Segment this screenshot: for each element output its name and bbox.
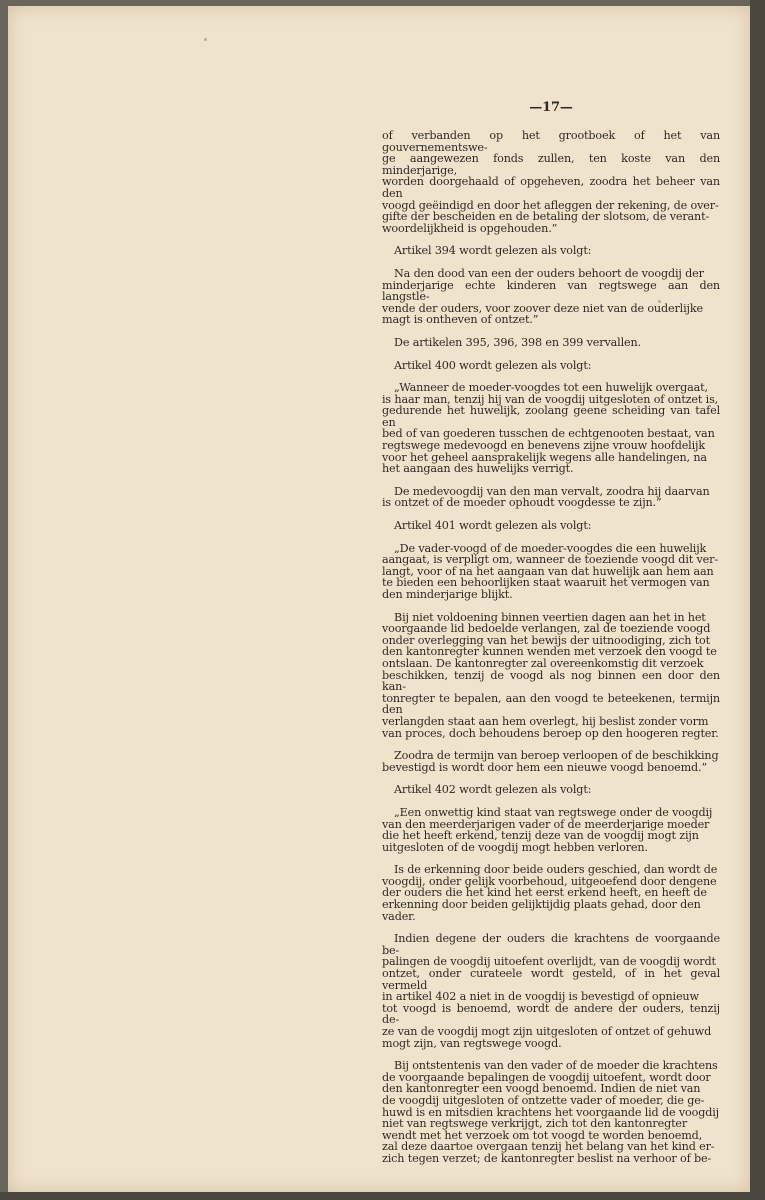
paragraph: Zoodra de termijn van beroep verloopen of de beschikking bevestigd is wordt door hem een nieuwe voogd benoemd.” — [382, 749, 719, 774]
article-heading: De artikelen 395, 396, 398 en 399 vervallen. — [394, 335, 641, 349]
text-column — [382, 100, 720, 1176]
paragraph: Na den dood van een der ouders behoort de voogdij der minderjarige echte kinderen van regtswege aan den langstle- vende der ouders, voor zoover deze niet van de ouderlijke magt is ontheven of ontzet.” — [382, 266, 720, 327]
paragraph: of verbanden op het grootboek of het van gouvernementswe- ge aangewezen fonds zullen, ten koste van den minderjarige, worden doorgehaald of opgeheven, zoodra het beheer van den voogd geëindigd en door het afleggen der rekening, de over- gifte der bescheiden en de betaling der slotsom, de verant- woordelijkheid is opgehouden.” — [382, 129, 720, 235]
paragraph: „Wanneer de moeder-voogdes tot een huwelijk overgaat, is haar man, tenzij hij van de voogdij uitgesloten of ontzet is, gedurende het huwelijk, zoolang geene scheiding van tafel en bed of van goederen tusschen de echtgenooten bestaat, van regtswege medevoogd en benevens zijne vrouw hoofdelijk voor het geheel aansprakelijk wegens alle handelingen, na het aangaan des huwelijks verrigt. — [382, 381, 720, 476]
article-heading: Artikel 394 wordt gelezen als volgt: — [394, 244, 592, 258]
paragraph: Bij niet voldoening binnen veertien dagen aan het in het voorgaande lid bedoelde verlangen, zal de toeziende voogd onder overlegging van het bewijs der uitnoodiging, zich tot den kantonregter kunnen wenden met verzoek den voogd te ontslaan. De kantonregter zal overeenkomstig dit verzoek beschikken, tenzij de voogd als nog binnen een door den kan- tonregter te bepalen, aan den voogd te beteekenen, termijn den verlangden staat aan hem overlegt, hij beslist zonder vorm van proces, doch behoudens beroep op den hoogeren regter. — [382, 610, 720, 740]
article-body — [382, 130, 720, 1165]
article-heading: Artikel 401 wordt gelezen als volgt: — [394, 519, 592, 533]
scan-edge-right — [750, 0, 765, 1200]
article-heading: Artikel 402 wordt gelezen als volgt: — [394, 783, 592, 797]
paragraph: De medevoogdij van den man vervalt, zoodra hij daarvan is ontzet of de moeder ophoudt voogdesse te zijn.” — [382, 484, 710, 510]
article-heading: Artikel 400 wordt gelezen als volgt: — [394, 358, 592, 372]
page-number: —17— — [529, 100, 573, 115]
paragraph: „De vader-voogd of de moeder-voogdes die een huwelijk aangaat, is verpligt om, wanneer de toeziende voogd dit ver- langt, voor of na het aangaan van dat huwelijk aan hem aan te bieden een behoorlijken staat waaruit het vermogen van den minderjarige blijkt. — [382, 541, 718, 601]
paragraph: Bij ontstentenis van den vader of de moeder die krachtens de voorgaande bepalingen de voogdij uitoefent, wordt door den kantonregter een voogd benoemd. Indien de niet van de voogdij uitgesloten of ontzette vader of moeder, die ge- huwd is en mitsdien krachtens het voorgaande lid de voogdij niet van regtswege verkrijgt, zich tot den kantonregter wendt met het verzoek om tot voogd te worden benoemd, zal deze daartoe overgaan tenzij het belang van het kind er- zich tegen verzet; de kantonregter beslist na verhoor of be- — [382, 1059, 719, 1165]
paragraph: „Een onwettig kind staat van regtswege onder de voogdij van den meerderjarigen vader of de meerderjarige moeder die het heeft erkend, tenzij deze van de voogdij mogt zijn uitgesloten of de voogdij mogt hebben verloren. — [382, 805, 713, 854]
paper-stain — [204, 38, 207, 41]
paragraph: Is de erkenning door beide ouders geschied, dan wordt de voogdij, onder gelijk voorbehoud, uitgeoefend door dengene der ouders die het kind het eerst erkend heeft, en heeft de erkenning door beiden gelijktijdig plaats gehad, door den vader. — [382, 863, 718, 923]
paragraph: Indien degene der ouders die krachtens de voorgaande be- palingen de voogdij uitoefent overlijdt, van de voogdij wordt ontzet, onder curateele wordt gesteld, of in het geval vermeld in artikel 402 a niet in de voogdij is bevestigd of opnieuw tot voogd is benoemd, wordt de andere der ouders, tenzij de- ze van de voogdij mogt zijn uitgesloten of ontzet of gehuwd mogt zijn, van regtswege voogd. — [382, 932, 720, 1050]
scan-edge-bottom — [0, 1192, 765, 1200]
